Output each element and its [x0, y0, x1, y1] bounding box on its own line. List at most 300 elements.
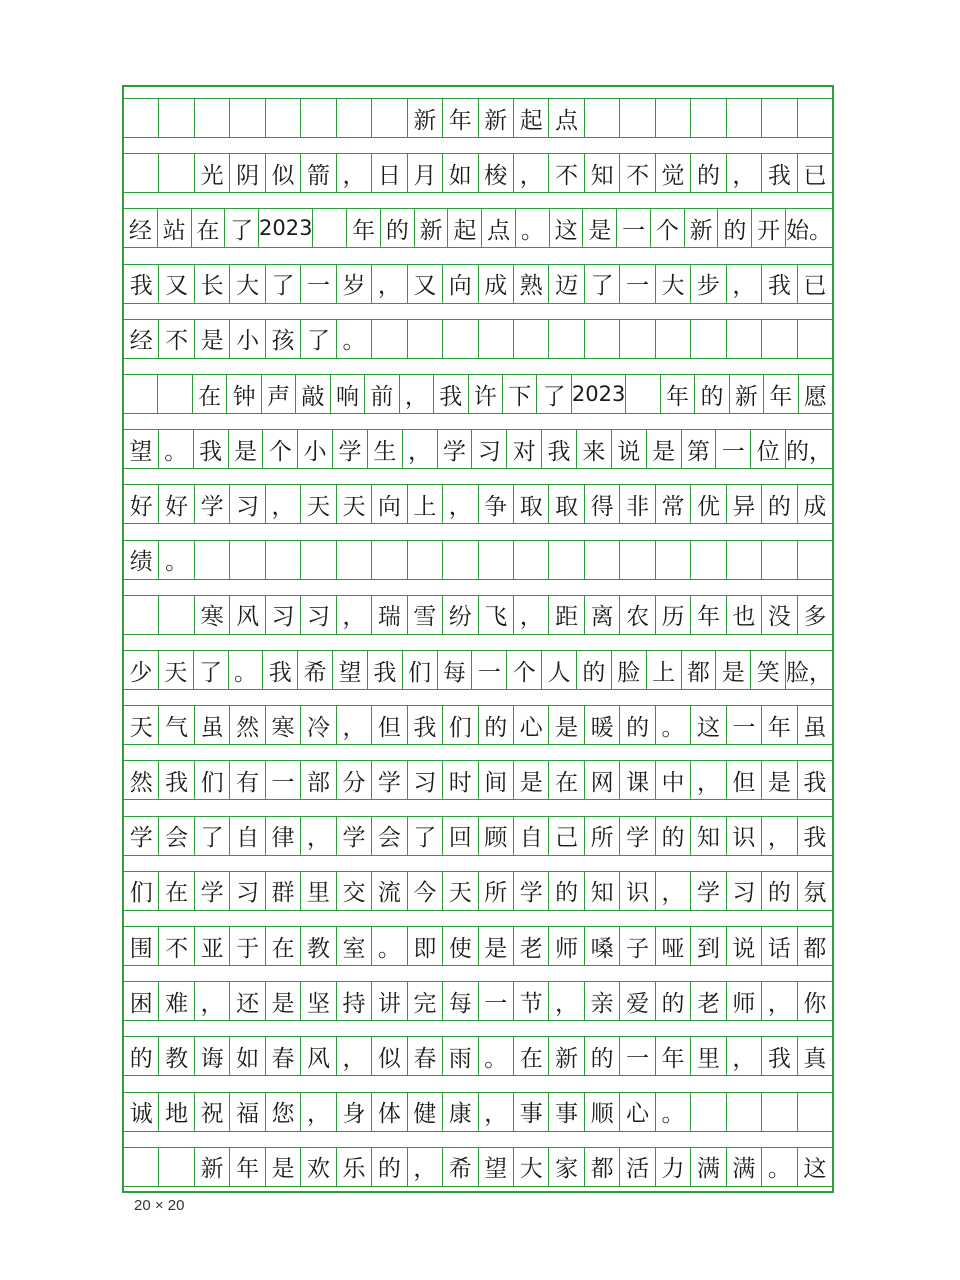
grid-cell [124, 99, 158, 137]
grid-cell: 的 [690, 154, 725, 192]
grid-row [124, 1092, 832, 1132]
grid-cell: 课 [619, 761, 654, 799]
grid-cell [300, 541, 335, 579]
grid-cell: 优 [690, 485, 725, 523]
grid-cell [157, 375, 191, 413]
grid-row [124, 374, 832, 414]
grid-cell: 也 [726, 596, 761, 634]
grid-cell: 许 [468, 375, 502, 413]
grid-cell: 希 [442, 1148, 477, 1186]
grid-cell: 日 [371, 154, 406, 192]
grid-cell [619, 99, 654, 137]
grid-cell: 位 [750, 430, 785, 468]
grid-cell: 阴 [229, 154, 264, 192]
grid-cell: 体 [371, 1093, 406, 1131]
grid-cell [655, 541, 690, 579]
grid-cell: 一 [619, 265, 654, 303]
grid-cell: 在 [513, 1037, 548, 1075]
grid-cell: 知 [584, 154, 619, 192]
grid-cell: 都 [584, 1148, 619, 1186]
grid-cell [158, 1148, 193, 1186]
grid-cell: 好 [158, 485, 193, 523]
grid-cell [300, 99, 335, 137]
grid-cell: 个 [650, 209, 684, 247]
grid-cell: 对 [506, 430, 541, 468]
grid-cell: 地 [158, 1093, 193, 1131]
grid-cell: 是 [761, 761, 796, 799]
grid-cell [265, 541, 300, 579]
grid-cell: 脸， [785, 651, 832, 689]
grid-cell: 如 [442, 154, 477, 192]
grid-cell: 已 [797, 265, 832, 303]
grid-cell: 的 [694, 375, 728, 413]
grid-cell: 学 [336, 817, 371, 855]
grid-cell: 风 [300, 1037, 335, 1075]
grid-cell: 绩 [129, 549, 153, 576]
grid-cell [655, 320, 690, 358]
grid-cell: 回 [442, 817, 477, 855]
grid-cell: 是 [513, 761, 548, 799]
grid-row [124, 1147, 832, 1187]
grid-cell: 天 [129, 714, 153, 741]
grid-cell: 到 [690, 927, 725, 965]
grid-cell: 今 [407, 872, 442, 910]
grid-cell [548, 541, 583, 579]
grid-cell: 希 [297, 651, 332, 689]
grid-cell: 知 [584, 872, 619, 910]
grid-cell: 新 [684, 209, 718, 247]
grid-cell: 取 [548, 485, 583, 523]
grid-cell: 年 [690, 596, 725, 634]
grid-cell: 节 [513, 982, 548, 1020]
grid-cell: 学 [129, 825, 153, 852]
grid-cell: 天 [300, 485, 335, 523]
grid-cell [584, 99, 619, 137]
grid-row [124, 98, 832, 138]
grid-cell: 站 [157, 209, 191, 247]
grid-cell: 顺 [584, 1093, 619, 1131]
grid-cell: ， [336, 154, 371, 192]
grid-cell: 好 [129, 493, 153, 520]
grid-cell: 这 [690, 706, 725, 744]
grid-cell: 望 [478, 1148, 513, 1186]
grid-cell: 诲 [194, 1037, 229, 1075]
grid-cell: 学 [690, 872, 725, 910]
grid-cell: 习 [229, 872, 264, 910]
grid-cell: 常 [655, 485, 690, 523]
grid-cell: 年 [655, 1037, 690, 1075]
grid-cell: 事 [513, 1093, 548, 1131]
grid-row [124, 871, 832, 911]
composition-paper [122, 85, 834, 1193]
grid-cell: 的 [576, 651, 611, 689]
grid-cell: 一 [619, 1037, 654, 1075]
grid-cell: 学 [194, 872, 229, 910]
grid-cell [229, 541, 264, 579]
grid-cell: 又 [407, 265, 442, 303]
grid-cell: 习 [471, 430, 506, 468]
grid-cell: 开 [751, 209, 785, 247]
grid-cell: 我 [433, 375, 467, 413]
grid-cell: 讲 [371, 982, 406, 1020]
grid-cell: 是 [646, 430, 681, 468]
grid-cell: 室 [336, 927, 371, 965]
grid-cell [726, 99, 761, 137]
grid-cell: 人 [541, 651, 576, 689]
grid-cell [371, 99, 406, 137]
grid-row [124, 760, 832, 800]
grid-row [124, 1036, 832, 1076]
grid-cell: 已 [797, 154, 832, 192]
grid-row [124, 650, 832, 690]
grid-cell [797, 99, 832, 137]
grid-cell: 欢 [300, 1148, 335, 1186]
grid-cell [625, 375, 659, 413]
grid-cell [619, 320, 654, 358]
grid-cell: 们 [129, 880, 153, 907]
grid-cell: 然 [129, 769, 153, 796]
grid-cell: 是 [265, 1148, 300, 1186]
grid-cell: ， [402, 430, 437, 468]
grid-cell: 年 [660, 375, 694, 413]
grid-cell: 间 [478, 761, 513, 799]
grid-row [124, 540, 832, 580]
grid-cell: 哑 [655, 927, 690, 965]
grid-cell: 康 [442, 1093, 477, 1131]
grid-cell: 学 [371, 761, 406, 799]
grid-cell: 小 [229, 320, 264, 358]
grid-cell: 了 [300, 320, 335, 358]
grid-cell: 步 [690, 265, 725, 303]
grid-cell [478, 320, 513, 358]
grid-cell: ， [442, 485, 477, 523]
grid-row [124, 705, 832, 745]
grid-cell: 学 [332, 430, 367, 468]
grid-cell: 是 [228, 430, 263, 468]
grid-cell: 。 [655, 706, 690, 744]
grid-cell: 网 [584, 761, 619, 799]
grid-cell [265, 99, 300, 137]
grid-cell: 们 [194, 761, 229, 799]
grid-cell [194, 541, 229, 579]
grid-cell: ， [300, 817, 335, 855]
grid-cell: 始。 [785, 209, 832, 247]
grid-cell: 取 [513, 485, 548, 523]
grid-cell [655, 99, 690, 137]
grid-cell: 下 [502, 375, 536, 413]
grid-cell: 寒 [265, 706, 300, 744]
grid-cell: 2023 [258, 209, 312, 247]
grid-cell [761, 320, 796, 358]
grid-cell: ， [513, 154, 548, 192]
grid-cell: 年 [229, 1148, 264, 1186]
grid-cell: 己 [548, 817, 583, 855]
grid-cell: 师 [548, 927, 583, 965]
grid-cell: 暖 [584, 706, 619, 744]
grid-cell [690, 541, 725, 579]
grid-cell: 。 [228, 651, 263, 689]
grid-cell: 笑 [750, 651, 785, 689]
grid-cell: 一 [726, 706, 761, 744]
grid-cell: 难 [158, 982, 193, 1020]
grid-cell: 。 [761, 1148, 796, 1186]
grid-cell: 流 [371, 872, 406, 910]
grid-cell: 春 [407, 1037, 442, 1075]
grid-cell: 是 [265, 982, 300, 1020]
grid-cell: 我 [262, 651, 297, 689]
grid-cell: 生 [367, 430, 402, 468]
grid-cell: 的 [129, 1045, 153, 1072]
grid-cell: 月 [407, 154, 442, 192]
grid-cell: 在 [265, 927, 300, 965]
grid-cell: 雨 [442, 1037, 477, 1075]
grid-cell [619, 541, 654, 579]
grid-cell: 历 [655, 596, 690, 634]
grid-cell: ， [300, 1093, 335, 1131]
grid-cell: 福 [229, 1093, 264, 1131]
grid-cell [312, 209, 346, 247]
grid-cell: 春 [265, 1037, 300, 1075]
grid-cell: 的 [380, 209, 414, 247]
grid-cell: 声 [261, 375, 295, 413]
grid-cell: 事 [548, 1093, 583, 1131]
grid-cell [124, 154, 158, 192]
grid-cell: 个 [262, 430, 297, 468]
grid-cell: 了 [407, 817, 442, 855]
grid-cell: 了 [193, 651, 228, 689]
grid-cell: 我 [407, 706, 442, 744]
grid-cell: ， [761, 817, 796, 855]
grid-cell [797, 541, 832, 579]
grid-cell: 异 [726, 485, 761, 523]
grid-cell: 习 [229, 485, 264, 523]
grid-cell: 长 [194, 265, 229, 303]
grid-cell: ， [478, 1093, 513, 1131]
grid-cell: 这 [549, 209, 583, 247]
grid-cell: 上 [407, 485, 442, 523]
grid-cell: 分 [336, 761, 371, 799]
grid-cell: 非 [619, 485, 654, 523]
grid-cell: 教 [300, 927, 335, 965]
grid-cell: 。 [515, 209, 549, 247]
grid-cell: 里 [690, 1037, 725, 1075]
grid-cell: ， [194, 982, 229, 1020]
grid-cell: 在 [192, 375, 226, 413]
grid-cell: ， [655, 872, 690, 910]
grid-cell: 。 [371, 927, 406, 965]
grid-cell: 诚 [129, 1101, 153, 1128]
grid-cell: 了 [224, 209, 258, 247]
grid-cell: 自 [513, 817, 548, 855]
grid-cell: 学 [513, 872, 548, 910]
grid-size-label: 20 × 20 [134, 1197, 185, 1214]
grid-cell: 我 [193, 430, 228, 468]
grid-cell: 您 [265, 1093, 300, 1131]
grid-cell: 老 [513, 927, 548, 965]
grid-cell: 习 [300, 596, 335, 634]
grid-cell [690, 99, 725, 137]
grid-cell: 小 [297, 430, 332, 468]
grid-cell: 的 [655, 817, 690, 855]
grid-cell: 是 [582, 209, 616, 247]
grid-cell: 成 [797, 485, 832, 523]
grid-cell: 上 [646, 651, 681, 689]
grid-cell [761, 99, 796, 137]
grid-cell: 心 [513, 706, 548, 744]
grid-cell: 。 [655, 1093, 690, 1131]
grid-cell: 真 [797, 1037, 832, 1075]
grid-row [124, 981, 832, 1021]
grid-cell: 我 [158, 761, 193, 799]
grid-cell: 年 [763, 375, 797, 413]
grid-cell [124, 596, 158, 634]
grid-cell: 多 [797, 596, 832, 634]
grid-cell: 起 [447, 209, 481, 247]
grid-cell: 然 [229, 706, 264, 744]
grid-row [124, 153, 832, 193]
grid-cell: 不 [158, 927, 193, 965]
grid-cell: 但 [726, 761, 761, 799]
grid-cell: 话 [761, 927, 796, 965]
grid-cell [407, 541, 442, 579]
grid-cell: 满 [726, 1148, 761, 1186]
grid-cell: 识 [726, 817, 761, 855]
grid-cell: 年 [442, 99, 477, 137]
grid-cell: 一 [300, 265, 335, 303]
grid-cell: 我 [367, 651, 402, 689]
grid-cell: 习 [726, 872, 761, 910]
grid-cell: 老 [690, 982, 725, 1020]
grid-cell: ， [690, 761, 725, 799]
grid-cell: ， [761, 982, 796, 1020]
grid-cell [124, 375, 157, 413]
grid-cell [442, 320, 477, 358]
grid-cell: 起 [513, 99, 548, 137]
grid-cell: 活 [619, 1148, 654, 1186]
grid-cell [407, 320, 442, 358]
grid-cell: 熟 [513, 265, 548, 303]
grid-cell: 完 [407, 982, 442, 1020]
grid-cell: 有 [229, 761, 264, 799]
grid-cell: 。 [336, 320, 371, 358]
grid-cell: 气 [158, 706, 193, 744]
grid-cell: 2023 [571, 375, 625, 413]
grid-cell: 虽 [797, 706, 832, 744]
grid-cell: ， [726, 1037, 761, 1075]
grid-cell: 的 [717, 209, 751, 247]
grid-cell: 是 [548, 706, 583, 744]
grid-cell: 的 [655, 982, 690, 1020]
grid-cell [336, 541, 371, 579]
grid-cell: 在 [158, 872, 193, 910]
grid-cell: 年 [761, 706, 796, 744]
grid-cell: 新 [478, 99, 513, 137]
grid-cell: 即 [407, 927, 442, 965]
grid-cell: 里 [300, 872, 335, 910]
grid-cell: 子 [619, 927, 654, 965]
grid-cell: 健 [407, 1093, 442, 1131]
grid-cell: 围 [129, 935, 153, 962]
grid-row [124, 595, 832, 635]
grid-cell: 所 [584, 817, 619, 855]
grid-cell [761, 1093, 796, 1131]
grid-cell: 少 [129, 659, 153, 686]
grid-cell: 氛 [797, 872, 832, 910]
grid-cell [690, 1093, 725, 1131]
grid-cell: 说 [726, 927, 761, 965]
grid-row [124, 429, 832, 469]
grid-cell: ， [513, 596, 548, 634]
grid-cell: 满 [690, 1148, 725, 1186]
grid-cell: ， [726, 265, 761, 303]
grid-cell [548, 320, 583, 358]
grid-cell [124, 1148, 158, 1186]
grid-cell [336, 99, 371, 137]
grid-cell: 觉 [655, 154, 690, 192]
grid-cell: 的 [371, 1148, 406, 1186]
grid-cell: 一 [616, 209, 650, 247]
grid-cell: 了 [194, 817, 229, 855]
grid-cell: 嗓 [584, 927, 619, 965]
grid-row [124, 208, 832, 248]
grid-cell: 不 [619, 154, 654, 192]
grid-cell: 钟 [226, 375, 260, 413]
grid-row [124, 816, 832, 856]
grid-cell: 新 [548, 1037, 583, 1075]
grid-cell: 岁 [336, 265, 371, 303]
grid-cell: 的 [619, 706, 654, 744]
grid-cell: 的 [548, 872, 583, 910]
grid-cell: 家 [548, 1148, 583, 1186]
grid-cell: 学 [437, 430, 472, 468]
grid-cell: 雪 [407, 596, 442, 634]
grid-cell: 会 [158, 817, 193, 855]
grid-cell: 新 [414, 209, 448, 247]
grid-cell: 我 [797, 761, 832, 799]
grid-cell: 我 [761, 1037, 796, 1075]
grid-cell: 光 [194, 154, 229, 192]
grid-cell [584, 320, 619, 358]
grid-cell [726, 1093, 761, 1131]
grid-cell: 大 [229, 265, 264, 303]
grid-cell: 新 [729, 375, 763, 413]
grid-cell: 经 [128, 217, 152, 244]
grid-cell: 的 [584, 1037, 619, 1075]
grid-cell [513, 541, 548, 579]
grid-cell: 成 [478, 265, 513, 303]
grid-cell: 不 [548, 154, 583, 192]
grid-cell: ， [265, 485, 300, 523]
grid-cell: 似 [371, 1037, 406, 1075]
grid-cell: 。 [478, 1037, 513, 1075]
grid-cell: 脸 [611, 651, 646, 689]
grid-cell: 飞 [478, 596, 513, 634]
grid-cell [761, 541, 796, 579]
grid-cell: 望 [129, 438, 153, 465]
grid-cell: 如 [229, 1037, 264, 1075]
grid-cell [690, 320, 725, 358]
grid-cell: 爱 [619, 982, 654, 1020]
grid-cell: 点 [548, 99, 583, 137]
grid-cell: 第 [681, 430, 716, 468]
grid-cell: 冷 [300, 706, 335, 744]
grid-cell: 们 [442, 706, 477, 744]
grid-cell: 知 [690, 817, 725, 855]
grid-cell: 们 [402, 651, 437, 689]
grid-cell: 困 [129, 990, 153, 1017]
grid-cell: 都 [797, 927, 832, 965]
grid-cell: 心 [619, 1093, 654, 1131]
